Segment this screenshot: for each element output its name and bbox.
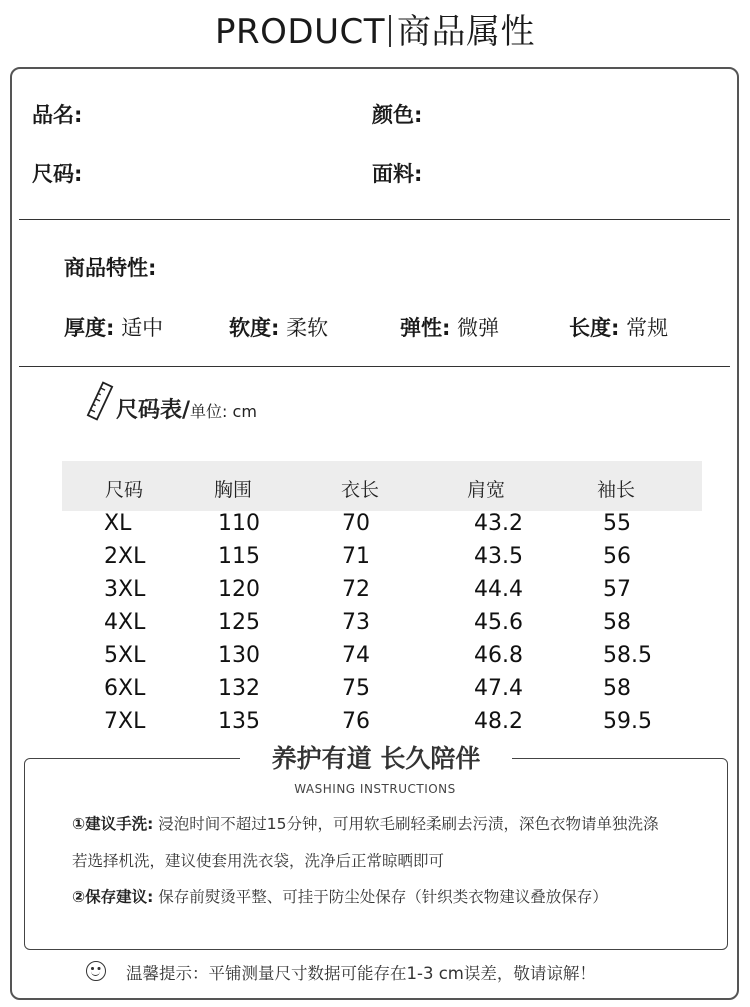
- table-cell: 43.2: [474, 511, 523, 536]
- table-cell: 57: [603, 577, 631, 602]
- attr-fabric-label: 面料:: [372, 162, 423, 186]
- table-cell: 71: [342, 544, 370, 569]
- care-title-wrap: [240, 741, 512, 777]
- table-cell: 2XL: [104, 544, 146, 569]
- table-cell: 55: [603, 511, 631, 536]
- table-cell: 47.4: [474, 676, 523, 701]
- table-cell: 6XL: [104, 676, 146, 701]
- attr-size-label: 尺码:: [32, 162, 83, 186]
- table-cell: 44.4: [474, 577, 523, 602]
- table-cell: 70: [342, 511, 370, 536]
- table-cell: 74: [342, 643, 370, 668]
- divider-1: [19, 219, 730, 220]
- smile-icon: [86, 961, 106, 981]
- wash-line-1: ①建议手洗: 浸泡时间不超过15分钟，可用软毛刷轻柔刷去污渍，深色衣物请单独洗涤: [72, 815, 659, 833]
- table-cell: 130: [218, 643, 260, 668]
- size-chart-heading: 尺码表/: [116, 398, 191, 423]
- th-chest: 胸围: [214, 479, 253, 501]
- table-cell: 48.2: [474, 709, 523, 734]
- size-table-header: [62, 461, 702, 511]
- care-subtitle: WASHING INSTRUCTIONS: [294, 782, 456, 796]
- features-heading: 商品特性:: [64, 256, 157, 280]
- table-cell: 56: [603, 544, 631, 569]
- footer-tip: 温馨提示：平铺测量尺寸数据可能存在1-3 cm误差，敬请谅解！: [126, 964, 596, 983]
- size-chart-title: [116, 393, 257, 424]
- table-cell: 125: [218, 610, 260, 635]
- table-cell: 58.5: [603, 643, 652, 668]
- title-english: PRODUCT: [215, 12, 385, 52]
- wash-line-2: 若选择机洗，建议使套用洗衣袋，洗净后正常晾晒即可: [72, 852, 445, 870]
- table-cell: 76: [342, 709, 370, 734]
- feature-thickness: 厚度: 适中: [64, 316, 164, 340]
- table-cell: 7XL: [104, 709, 146, 734]
- table-cell: XL: [104, 511, 132, 536]
- th-shoulder: 肩宽: [467, 479, 506, 501]
- ruler-icon: [86, 381, 114, 421]
- table-cell: 45.6: [474, 610, 523, 635]
- table-cell: 110: [218, 511, 260, 536]
- th-length: 衣长: [341, 479, 380, 501]
- store-line: ②保存建议: 保存前熨烫平整、可挂于防尘处保存（针织类衣物建议叠放保存）: [72, 888, 608, 906]
- table-cell: 59.5: [603, 709, 652, 734]
- feature-softness: 软度: 柔软: [229, 316, 329, 340]
- size-chart-unit: 单位: cm: [190, 402, 257, 421]
- attr-color-label: 颜色:: [372, 103, 423, 127]
- table-cell: 4XL: [104, 610, 146, 635]
- th-sleeve: 袖长: [597, 479, 636, 501]
- feature-length: 长度: 常规: [569, 316, 669, 340]
- table-cell: 46.8: [474, 643, 523, 668]
- table-cell: 120: [218, 577, 260, 602]
- table-cell: 75: [342, 676, 370, 701]
- th-size: 尺码: [105, 479, 144, 501]
- attr-name-label: 品名:: [32, 103, 83, 127]
- table-cell: 115: [218, 544, 260, 569]
- table-cell: 58: [603, 610, 631, 635]
- table-cell: 58: [603, 676, 631, 701]
- title-separator: [389, 15, 391, 47]
- page-title: [0, 4, 750, 53]
- table-cell: 3XL: [104, 577, 146, 602]
- table-cell: 132: [218, 676, 260, 701]
- feature-elasticity: 弹性: 微弹: [400, 316, 500, 340]
- title-chinese: 商品属性: [396, 12, 535, 52]
- table-cell: 72: [342, 577, 370, 602]
- table-cell: 5XL: [104, 643, 146, 668]
- table-cell: 43.5: [474, 544, 523, 569]
- table-cell: 135: [218, 709, 260, 734]
- care-title: 养护有道 长久陪伴: [271, 744, 481, 773]
- table-cell: 73: [342, 610, 370, 635]
- page-header: [0, 0, 750, 50]
- divider-2: [19, 366, 730, 367]
